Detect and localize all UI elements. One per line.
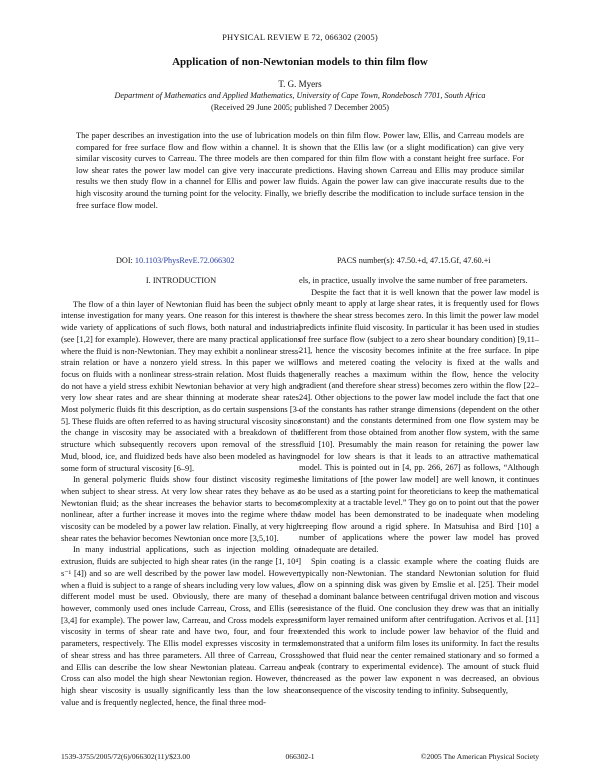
author-name: T. G. Myers [278, 79, 322, 89]
footer-page-number: 066302-1 [285, 752, 315, 761]
body-paragraph: Spin coating is a classic example where the coating fluids are typically non-Newtonian. The standard Newtonian solution for fluid flow on a spinning disk was given by Emslie et al. [25]. Their model had a dominant balance between centrifugal driven motion and viscous resistance of the fluid. One conclusion they drew was that an initially uniform layer remained uniform after centrifugation. Acrivos et al. [11] extended this work to include power law behavior of the fluid and demonstrated that a uniform film loses its uniformity. In fact the results showed that fluid near the center remained stationary and so formed a peak (contrary to experimental evidence). The amount of stuck fluid increased as the power law exponent n was decreased, an obvious consequence of the viscosity tending to infinity. Subsequently, [299, 556, 539, 695]
left-column [61, 275, 301, 708]
doi-line [116, 256, 234, 265]
footer-copyright: ©2005 The American Physical Society [420, 752, 539, 761]
doi-link[interactable]: 10.1103/PhysRevE.72.066302 [134, 256, 235, 265]
author-affiliation: Department of Mathematics and Applied Mathematics, University of Cape Town, Rondebosch 7701, South Africa [114, 91, 486, 100]
right-column [299, 275, 539, 696]
abstract: The paper describes an investigation into the use of lubrication models on thin film flow. Power law, Ellis, and Carreau models are compared for free surface flow and flow within a channel. It is shown that the Ellis law (or a slight modification) can give very similar viscosity curves to Carreau. The three models are then compared for thin film flow with a constant height free surface. For low shear rates the power law model can give very inaccurate predictions. Having shown Carreau and Ellis may produce similar results we then study flow in a channel for Ellis and power law fluids. Again the power law can give inaccurate results due to the high viscosity around the turning point for the velocity. Finally, we briefly describe the modification to include surface tension in the free surface flow model. [76, 131, 524, 210]
body-paragraph: In general polymeric fluids show four distinct viscosity regimes when subject to shear stress. At very low shear rates they behave as a Newtonian fluid; as the shear increases the behavior starts to become nonlinear, after a further increase it moves into the regime where the viscosity can be modeled by a power law relation. Finally, at very high shear rates the behavior becomes Newtonian once more [3,5,10]. [61, 475, 301, 543]
doi-label: DOI: [116, 256, 133, 265]
footer-issn: 1539-3755/2005/72(6)/066302(11)/$23.00 [61, 752, 191, 761]
section-heading: I. INTRODUCTION [145, 276, 217, 285]
body-paragraph: Despite the fact that it is well known that the power law model is only meant to apply at large shear rates, it is frequently used for flows where the shear stress becomes zero. In this limit the power law model predicts infinite fluid viscosity. In particular it has been used in studies of free surface flow (subject to a zero shear boundary condition) [9,11–21], hence the viscosity becomes infinite at the free surface. In pipe flows and metered coating the velocity is fixed at the walls and generally reaches a maximum within the flow, hence the velocity gradient (and therefore shear stress) becomes zero within the flow [22–24]. Other objections to the power law model include the fact that one of the constants has rather strange dimensions (dependent on the other constant) and the constants determined from one flow system may be different from those obtained from another flow system, with the same fluid [10]. Presumably the main reason for retaining the power law model for low shears is that it leads to an attractive mathematical model. This is pointed out in [4, pp. 266, 267] as follows, “Although the limitations of [the power law model] are well known, it continues to be used as a starting point for theoreticians to keep the mathematical complexity at a tractable level.” They go on to point out that the power law model has been demonstrated to be inadequate when modeling creeping flow around a rigid sphere. In Matsuhisa and Bird [10] a number of applications where the power law model has proved inadequate are detailed. [299, 287, 539, 555]
received-date: (Received 29 June 2005; published 7 December 2005) [210, 103, 390, 112]
body-paragraph: The flow of a thin layer of Newtonian fluid has been the subject of intense investigation for many years. One reason for this interest is the wide variety of applications of such flows, both natural and industrial (see [1,2] for example). However, there are many practical applications where the fluid is non-Newtonian. They may exhibit a nonlinear stress-strain relation or have a nonzero yield stress. In this paper we will focus on fluids with a nonlinear stress-strain relation. Most fluids that do not have a yield stress exhibit Newtonian behavior at very high and very low shear rates and are shear thinning at moderate shear rates. Most polymeric fluids fit this description, as do certain suspensions [3–5]. These fluids are often referred to as having structural viscosity since the change in viscosity may be associated with a breakdown of the structure which subsequently recovers upon removal of the stress. Mud, blood, ice, and fluidized beds have also been modeled as having some form of structural viscosity [6–9]. [61, 299, 301, 473]
body-paragraph: els, in practice, usually involve the same number of free parameters. [299, 276, 528, 285]
pacs-numbers: PACS number(s): 47.50.+d, 47.15.Gf, 47.60.+i [337, 256, 491, 265]
paper-title: Application of non-Newtonian models to thin film flow [172, 56, 428, 68]
running-header: PHYSICAL REVIEW E 72, 066302 (2005) [222, 32, 378, 42]
body-paragraph: In many industrial applications, such as injection molding or extrusion, fluids are subjected to high shear rates (in the range [1, 10⁴] s⁻¹ [4]) and so are well described by the power law model. However, when a fluid is subject to a range of shears including very low values, a different model must be used. Obviously, there are many of these, however, commonly used ones include Carreau, Cross, and Ellis (see [3,4] for example). The power law, Carreau, and Cross models express viscosity in terms of shear rate and have two, four, and four free parameters, respectively. The Ellis model expresses viscosity in terms of shear stress and has three parameters. All three of Carreau, Cross, and Ellis can describe the low shear Newtonian plateau. Carreau and Cross can also model the high shear Newtonian region. However, the high shear viscosity is usually significantly less than the low shear value and is frequently neglected, hence, the final three mod- [61, 545, 301, 707]
